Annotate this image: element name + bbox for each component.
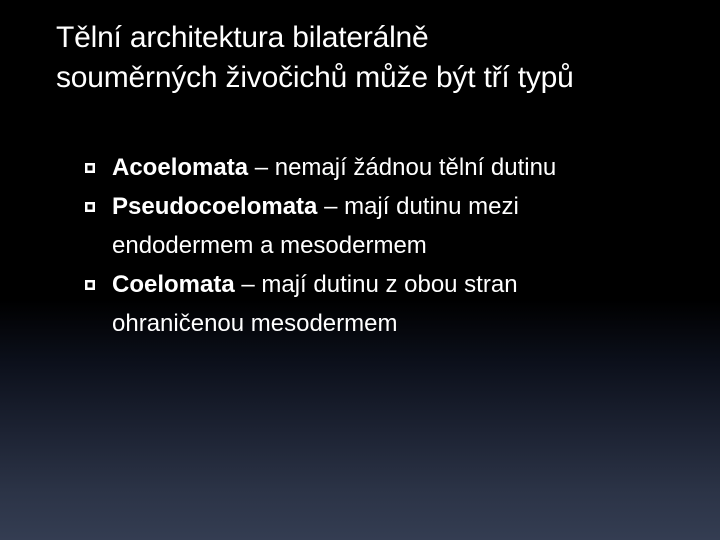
bullet-text-continuation: ohraničenou mesodermem [112,310,398,337]
square-bullet-icon [84,279,96,291]
bullet-text-continuation: endodermem a mesodermem [112,232,427,259]
bullet-text: – nemají žádnou tělní dutinu [248,154,557,181]
title-line-1: Tělní architektura bilaterálně [56,21,429,54]
bullet-item-pseudocoelomata [84,187,704,265]
square-bullet-icon [84,162,96,174]
slide-title [56,18,696,98]
bullet-term: Acoelomata [112,154,249,181]
bullet-text: – mají dutinu z obou stran [234,271,518,298]
title-line-2: souměrných živočichů může být tří typů [56,61,574,94]
bullet-item-coelomata [84,265,704,343]
bullet-list [84,148,704,343]
bullet-text: – mají dutinu mezi [317,193,519,220]
bullet-term: Pseudocoelomata [112,193,318,220]
square-bullet-icon [84,201,96,213]
bullet-item-acoelomata [84,148,704,187]
bullet-term: Coelomata [112,271,235,298]
